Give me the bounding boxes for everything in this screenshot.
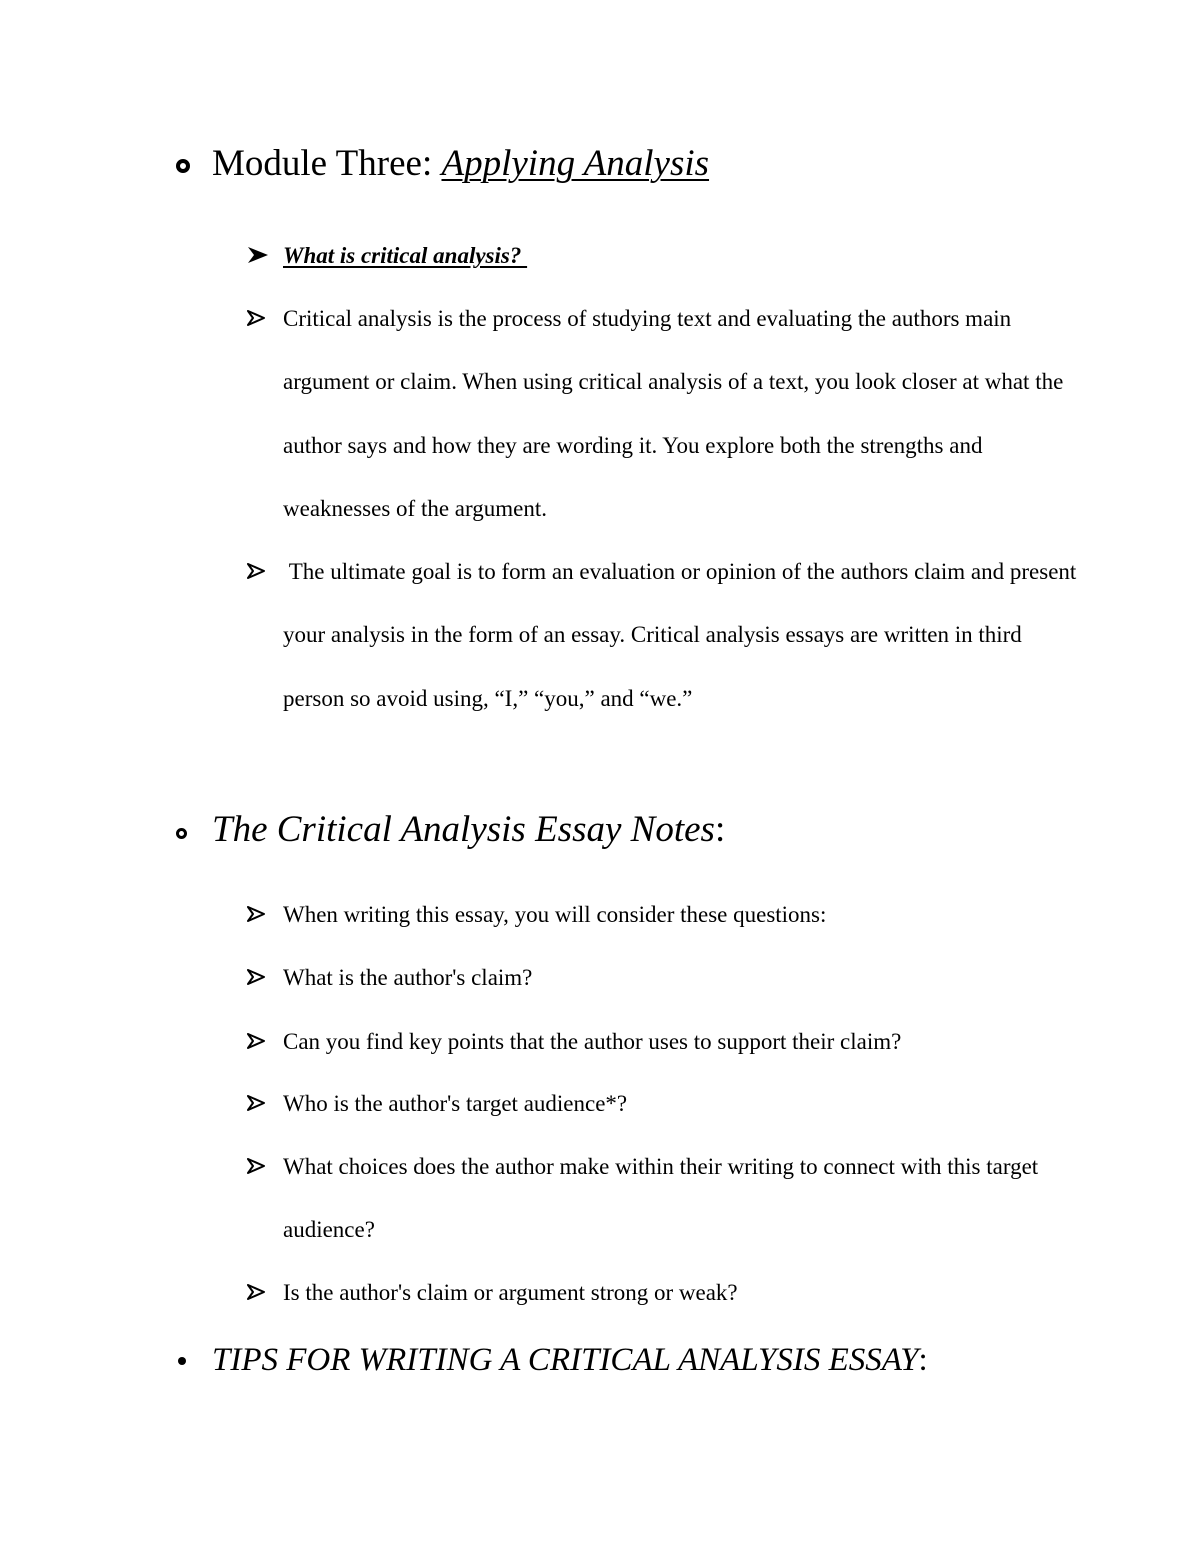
- arrowhead-bullet-icon: [247, 1010, 277, 1073]
- arrowhead-bullet-icon: [247, 1261, 277, 1324]
- note-text: When writing this essay, you will consider these questions:: [283, 902, 827, 927]
- notes-heading: [176, 808, 725, 852]
- arrowhead-bullet-icon: [247, 224, 277, 287]
- list-item-note-5: [247, 1135, 1077, 1262]
- list-item-critical-question: [247, 224, 1077, 287]
- tips-heading-suffix: :: [918, 1342, 928, 1378]
- list-item-note-4: [247, 1072, 1077, 1135]
- arrowhead-bullet-icon: [247, 883, 277, 946]
- arrowhead-bullet-icon: [247, 946, 277, 1009]
- disc-bullet-icon: [176, 1338, 212, 1382]
- hollow-circle-bullet-icon: [176, 808, 212, 852]
- note-text: What is the author's claim?: [283, 965, 533, 990]
- note-text: Can you find key points that the author uses to support their claim?: [283, 1029, 902, 1054]
- arrowhead-bullet-icon: [247, 1072, 277, 1135]
- notes-heading-suffix: :: [714, 809, 726, 850]
- module-three-prefix: Module Three:: [212, 143, 442, 184]
- arrowhead-bullet-icon: [247, 540, 277, 603]
- critical-question-text: What is critical analysis?: [283, 243, 528, 268]
- note-text: Is the author's claim or argument strong or weak?: [283, 1280, 738, 1305]
- hollow-circle-bullet-icon: [176, 142, 212, 186]
- para2-text: The ultimate goal is to form an evaluation or opinion of the authors claim and present your analysis in the form of an essay. Critical analysis essays are written in third person so avoid using, “I,” “you,” and “we.”: [283, 559, 1083, 711]
- list-item-note-2: [247, 946, 1077, 1009]
- module-three-heading: [176, 142, 709, 186]
- para1-text: Critical analysis is the process of studying text and evaluating the authors main argument or claim. When using critical analysis of a text, you look closer at what the author says and how they are wording it. You explore both the strengths and weaknesses of the argument.: [283, 306, 1064, 521]
- list-item-para2: [247, 540, 1083, 730]
- arrowhead-bullet-icon: [247, 287, 277, 350]
- tips-heading-title: TIPS FOR WRITING A CRITICAL ANALYSIS ESSAY: [212, 1342, 919, 1378]
- list-item-note-1: [247, 883, 1077, 946]
- note-text: Who is the author's target audience*?: [283, 1091, 628, 1116]
- module-three-title: Applying Analysis: [441, 143, 710, 184]
- tips-heading: [176, 1338, 928, 1382]
- notes-heading-title: The Critical Analysis Essay Notes: [212, 809, 715, 850]
- arrowhead-bullet-icon: [247, 1135, 277, 1198]
- list-item-note-6: [247, 1261, 1077, 1324]
- list-item-para1: [247, 287, 1077, 540]
- list-item-note-3: [247, 1010, 1077, 1073]
- note-text: What choices does the author make within their writing to connect with this target audience?: [283, 1154, 1039, 1243]
